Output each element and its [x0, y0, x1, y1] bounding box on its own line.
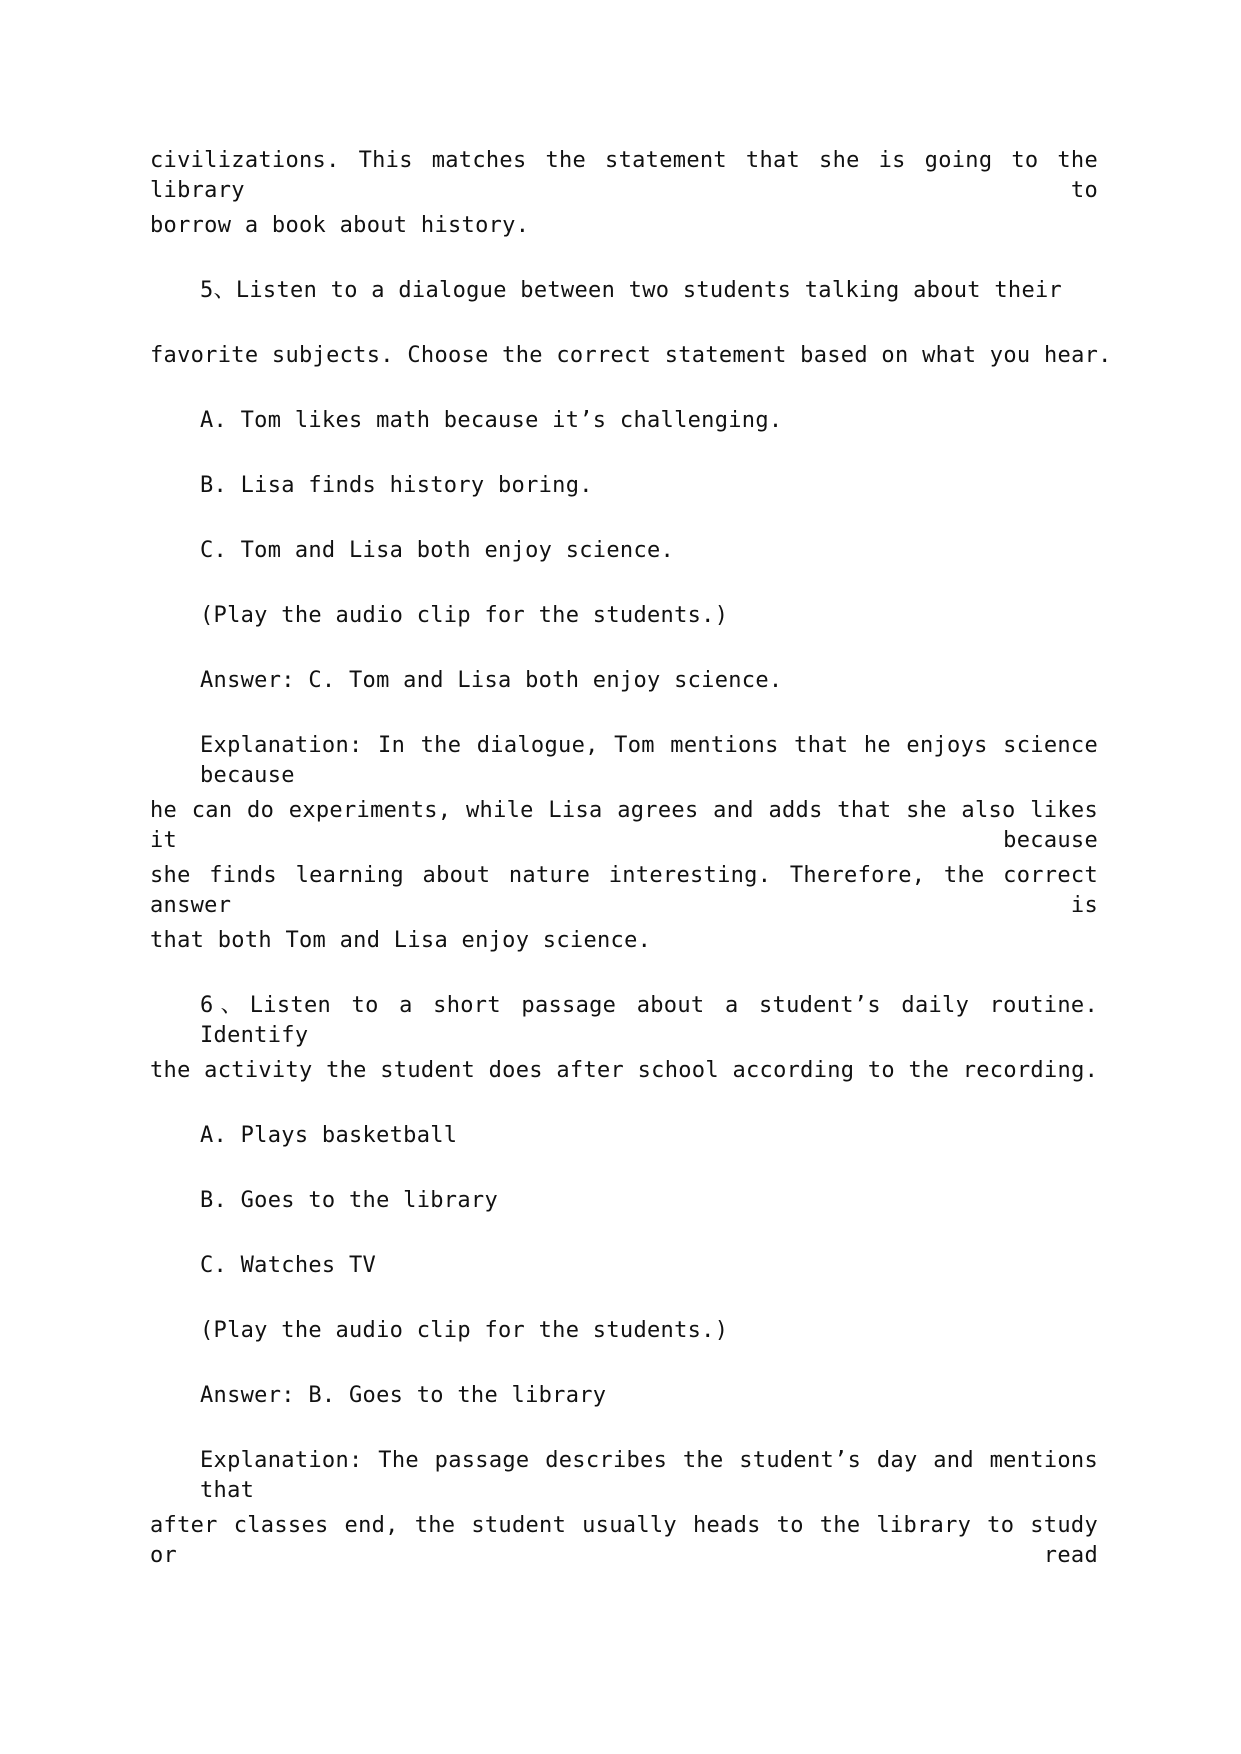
question-5-stem: 5、Listen to a dialogue between two students talking about their [200, 278, 1063, 303]
text-line: the activity the student does after school according to the recording. [150, 1058, 1099, 1083]
answer-line: Answer: B. Goes to the library [200, 1383, 607, 1408]
text-line: he can do experiments, while Lisa agrees and adds that she also likes it because [150, 798, 1098, 853]
text-line: she finds learning about nature interesting. Therefore, the correct answer is [150, 863, 1098, 918]
question-6-stem: 6、Listen to a short passage about a student’s daily routine. Identify [200, 993, 1098, 1048]
option-c: C. Watches TV [200, 1253, 377, 1278]
option-b: B. Goes to the library [200, 1188, 498, 1213]
option-a: A. Plays basketball [200, 1123, 458, 1148]
text-line: favorite subjects. Choose the correct statement based on what you hear. [150, 343, 1112, 368]
audio-instruction: (Play the audio clip for the students.) [200, 1318, 729, 1343]
answer-line: Answer: C. Tom and Lisa both enjoy science. [200, 668, 783, 693]
option-b: B. Lisa finds history boring. [200, 473, 593, 498]
explanation-line: Explanation: In the dialogue, Tom mentions that he enjoys science because [200, 733, 1098, 788]
text-line: that both Tom and Lisa enjoy science. [150, 928, 652, 953]
page-content [150, 146, 1112, 1576]
option-c: C. Tom and Lisa both enjoy science. [200, 538, 675, 563]
explanation-line: Explanation: The passage describes the student’s day and mentions that [200, 1448, 1098, 1503]
text-line: civilizations. This matches the statement that she is going to the library to [150, 148, 1098, 203]
text-line: after classes end, the student usually heads to the library to study or read [150, 1513, 1098, 1568]
text-line: borrow a book about history. [150, 213, 530, 238]
audio-instruction: (Play the audio clip for the students.) [200, 603, 729, 628]
option-a: A. Tom likes math because it’s challenging. [200, 408, 783, 433]
